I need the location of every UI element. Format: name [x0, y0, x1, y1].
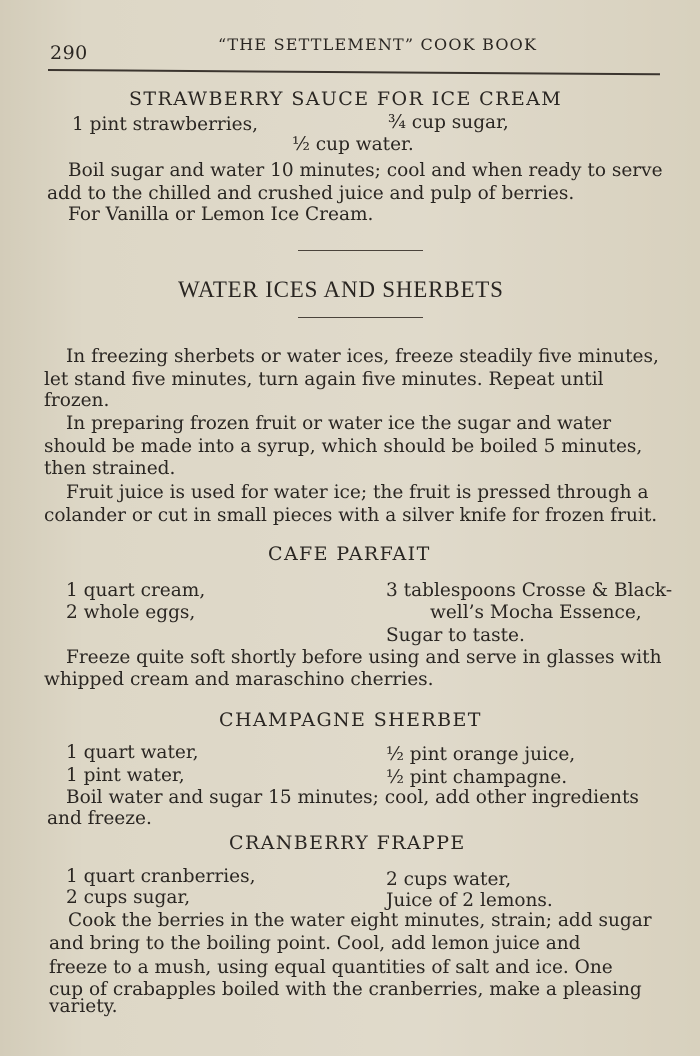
- ingredient: ¾ cup sugar,: [388, 112, 509, 133]
- ingredient: ½ pint orange juice,: [386, 744, 576, 765]
- method-line: variety.: [49, 996, 118, 1017]
- recipe-title-cranberry-frappe: CRANBERRY FRAPPE: [229, 832, 466, 854]
- ingredient: Juice of 2 lemons.: [386, 890, 553, 911]
- ingredient: 2 whole eggs,: [66, 602, 196, 623]
- method-line: add to the chilled and crushed juice and pulp of berries.: [47, 183, 575, 204]
- section-title: WATER ICES AND SHERBETS: [178, 277, 504, 302]
- method-line: Cook the berries in the water eight minutes, strain; add sugar: [68, 910, 652, 931]
- ingredient: well’s Mocha Essence,: [430, 602, 642, 623]
- recipe-title-champagne-sherbet: CHAMPAGNE SHERBET: [219, 709, 482, 731]
- ingredient: ½ pint champagne.: [386, 767, 568, 788]
- method-line: Boil sugar and water 10 minutes; cool and when ready to serve: [68, 160, 663, 181]
- section-divider-bottom: [298, 317, 423, 318]
- header-rule: [48, 69, 660, 75]
- recipe-title-cafe-parfait: CAFE PARFAIT: [268, 543, 431, 565]
- ingredient: 1 quart cranberries,: [66, 866, 256, 887]
- paragraph-line: In preparing frozen fruit or water ice the sugar and water: [66, 413, 612, 434]
- method-line: Freeze quite soft shortly before using and serve in glasses with: [66, 647, 662, 668]
- paragraph-line: Fruit juice is used for water ice; the fruit is pressed through a: [66, 482, 649, 503]
- ingredient: 3 tablespoons Crosse & Black-: [386, 580, 673, 601]
- method-line: and freeze.: [47, 808, 152, 829]
- page-header: [48, 30, 660, 70]
- ingredient: 1 quart water,: [66, 742, 199, 763]
- page-number: 290: [50, 42, 88, 64]
- ingredient: 1 pint water,: [66, 765, 185, 786]
- ingredient: ½ cup water.: [292, 134, 414, 155]
- paragraph-line: In freezing sherbets or water ices, freeze steadily five minutes,: [66, 346, 659, 367]
- ingredient: 2 cups water,: [386, 869, 512, 890]
- paragraph-line: should be made into a syrup, which should be boiled 5 minutes,: [44, 436, 643, 457]
- method-line: whipped cream and maraschino cherries.: [44, 669, 434, 690]
- paragraph-line: colander or cut in small pieces with a silver knife for frozen fruit.: [44, 505, 658, 526]
- ingredient: Sugar to taste.: [386, 625, 525, 646]
- paragraph-line: frozen.: [44, 390, 110, 411]
- method-line: For Vanilla or Lemon Ice Cream.: [68, 204, 374, 225]
- ingredient: 1 pint strawberries,: [72, 114, 258, 135]
- running-title: “THE SETTLEMENT” COOK BOOK: [218, 35, 538, 54]
- paragraph-line: then strained.: [44, 458, 176, 479]
- method-line: cup of crabapples boiled with the cranberries, make a pleasing: [49, 979, 642, 1000]
- section-divider-top: [298, 250, 423, 251]
- recipe-title-strawberry-sauce: STRAWBERRY SAUCE FOR ICE CREAM: [129, 88, 563, 110]
- ingredient: 1 quart cream,: [66, 580, 206, 601]
- method-line: Boil water and sugar 15 minutes; cool, add other ingredients: [66, 787, 639, 808]
- paragraph-line: let stand five minutes, turn again five minutes. Repeat until: [44, 369, 604, 390]
- method-line: and bring to the boiling point. Cool, add lemon juice and: [49, 933, 581, 954]
- method-line: freeze to a mush, using equal quantities of salt and ice. One: [49, 957, 613, 978]
- ingredient: 2 cups sugar,: [66, 887, 191, 908]
